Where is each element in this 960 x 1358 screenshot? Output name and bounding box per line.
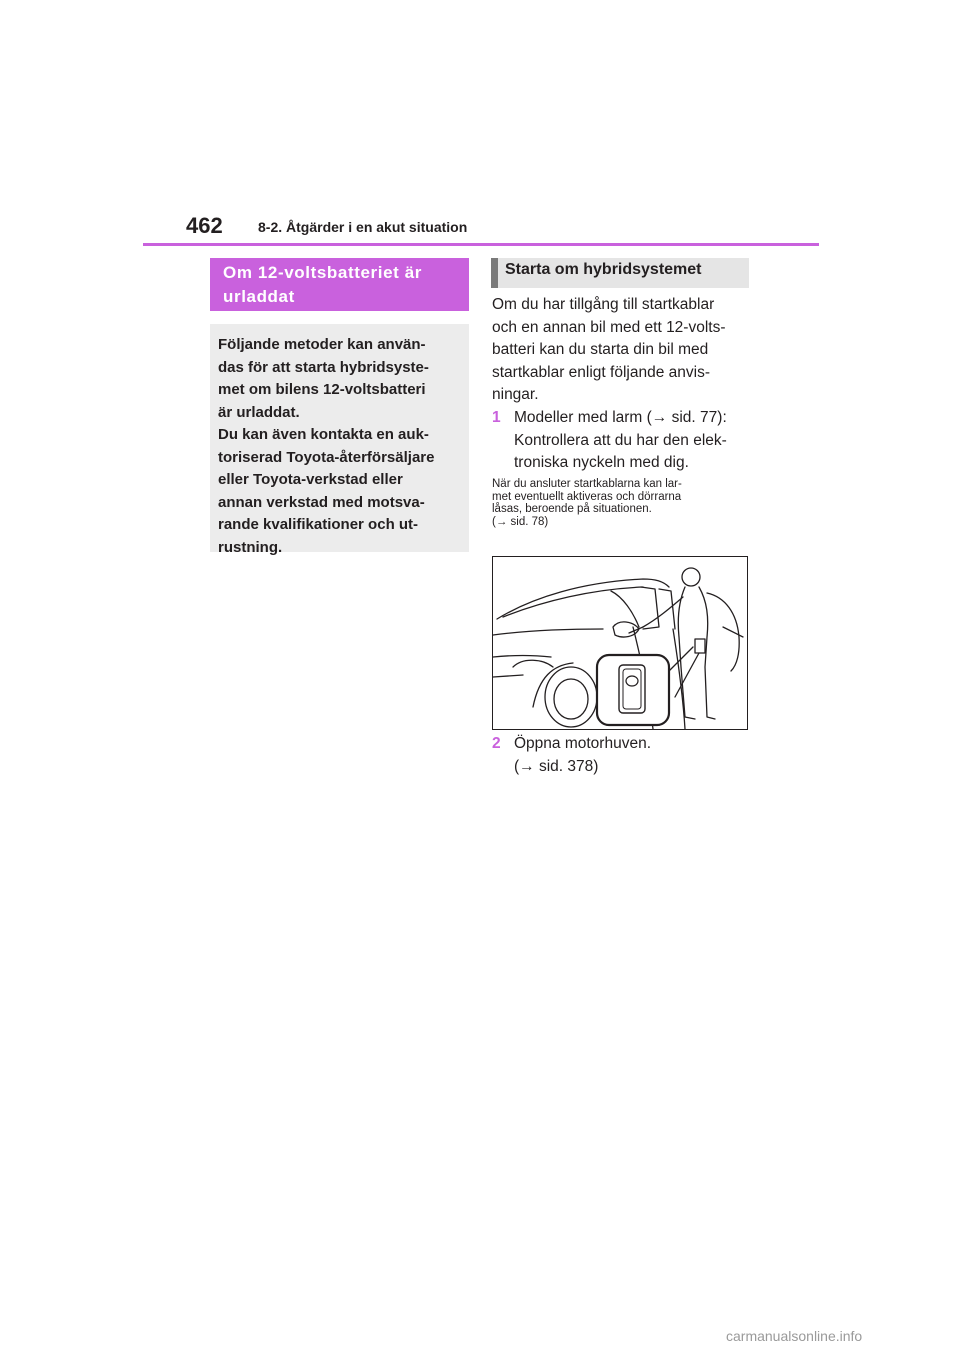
- intro-line: ningar.: [492, 386, 539, 403]
- header-rule: [143, 243, 819, 246]
- step-2-line: Öppna motorhuven.: [514, 735, 652, 752]
- step-1-line: Modeller med larm (→ sid. 77):: [514, 409, 727, 426]
- section-title: 8-2. Åtgärder i en akut situation: [258, 219, 468, 235]
- step-2-number: 2: [492, 735, 501, 752]
- step-1-number: 1: [492, 409, 501, 426]
- note-line: låsas, beroende på situationen.: [492, 503, 652, 515]
- info-line: rande kvalifikationer och ut-: [218, 516, 419, 533]
- battery-title-line: Om 12-voltsbatteriet är: [223, 263, 422, 282]
- step-2: [492, 733, 754, 781]
- intro-line: och en annan bil med ett 12-volts-: [492, 318, 726, 336]
- restart-heading: [491, 258, 749, 288]
- step-1-line: Kontrollera att du har den elek-: [514, 431, 727, 449]
- info-line: Följande metoder kan använ-: [218, 336, 426, 353]
- battery-title-line: urladdat: [223, 287, 295, 306]
- intro-line: Om du har tillgång till startkablar: [492, 296, 715, 313]
- step-1: [492, 407, 754, 477]
- step-2-line: (→ sid. 378): [514, 757, 599, 775]
- intro-line: batteri kan du starta din bil med: [492, 341, 709, 358]
- info-line: Du kan även kontakta en auk-: [218, 426, 429, 443]
- watermark: carmanualsonline.info: [726, 1328, 863, 1344]
- battery-title-box: [210, 258, 469, 311]
- info-line: annan verkstad med motsva-: [218, 493, 425, 511]
- note-line: (→ sid. 78): [492, 515, 549, 528]
- restart-heading-text: Starta om hybridsystemet: [505, 261, 702, 278]
- note-line: met eventuellt aktiveras och dörrarna: [492, 490, 682, 503]
- info-line: toriserad Toyota-återförsäljare: [218, 448, 435, 466]
- info-line: är urladdat.: [218, 403, 300, 421]
- step-1-line: troniska nyckeln med dig.: [514, 454, 689, 471]
- page-number: 462: [186, 213, 223, 238]
- car-key-illustration: [492, 556, 748, 730]
- intro-line: startkablar enligt följande anvis-: [492, 363, 710, 381]
- info-line: eller Toyota-verkstad eller: [218, 471, 403, 488]
- info-line: das för att starta hybridsyste-: [218, 358, 429, 376]
- note-line: När du ansluter startkablarna kan lar-: [492, 478, 682, 490]
- info-line: rustning.: [218, 538, 283, 556]
- alarm-note: [492, 478, 754, 528]
- battery-info-box: [210, 324, 469, 556]
- info-line: met om bilens 12-voltsbatteri: [218, 381, 426, 398]
- heading-bar: [491, 258, 498, 288]
- intro-text: [492, 294, 754, 407]
